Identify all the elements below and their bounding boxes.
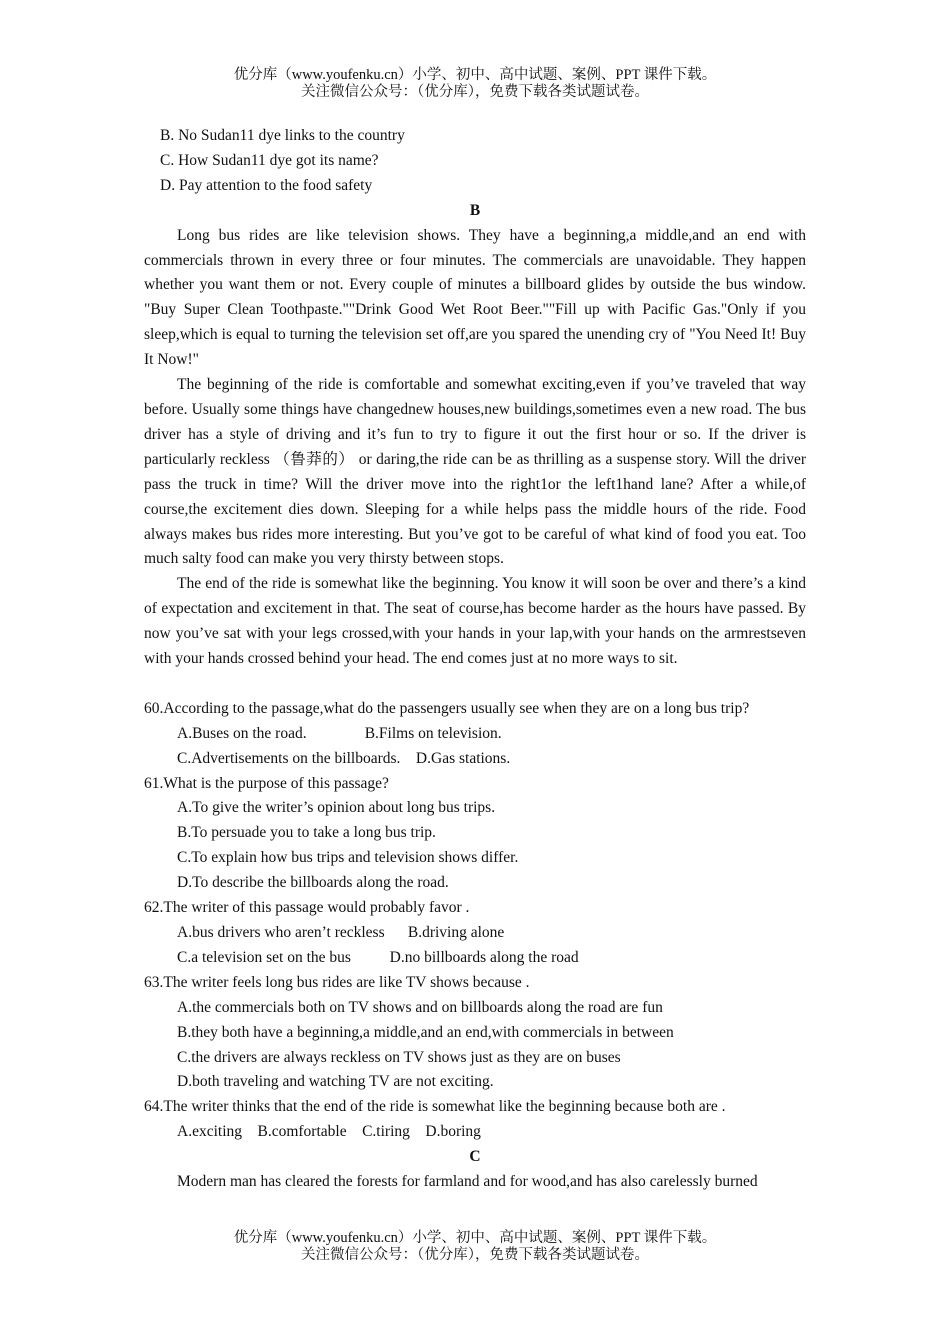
question-61-option-d: D.To describe the billboards along the road. <box>177 874 449 892</box>
footer-line-2: 关注微信公众号：（优分库），免费下载各类试题试卷。 <box>301 1247 649 1263</box>
question-62-options-2: C.a television set on the bus D.no billboards along the road <box>177 948 579 966</box>
question-60-options-1: A.Buses on the road. B.Films on television. <box>177 724 502 742</box>
prev-option-c: C. How Sudan11 dye got its name? <box>160 151 379 169</box>
passage-b-paragraph-1: Long bus rides are like television shows. They have a beginning,a middle,and an end with commercials thrown in every three or four minutes. The commercials are unavoidable. They happen whether you want them or not. Every couple of minutes a billboard glides by outside the bus window. "Buy Super Clean Toothpaste.""Drink Good Wet Root Beer.""Fill up with Pacific Gas."Only if you sleep,which is equal to turning the television set off,are you spared the unending cry of "You Need It! Buy It Now!" <box>144 226 806 369</box>
header-line-2: 关注微信公众号：（优分库），免费下载各类试题试卷。 <box>301 84 649 100</box>
question-63: 63.The writer feels long bus rides are like TV shows because . <box>144 973 530 991</box>
question-63-option-d: D.both traveling and watching TV are not exciting. <box>177 1073 494 1091</box>
header-line-1: 优分库（www.youfenku.cn）小学、初中、高中试题、案例、PPT 课件下载。 <box>233 67 717 83</box>
passage-b-paragraph-2: The beginning of the ride is comfortable and somewhat exciting,even if you’ve traveled that way before. Usually some things have changednew houses,new buildings,sometimes even a new road. The bus driver has a style of driving and it’s fun to try to figure it out the first hour or so. If the driver is particularly reckless （鲁莽的） or daring,the ride can be as thrilling as a suspense story. Will the driver pass the truck in time? Will the driver move into the right1or the left1hand lane? After a while,of course,the excitement dies down. Sleeping for a while helps pass the middle hours of the ride. Food always makes bus rides more interesting. But you’ve got to be careful of what kind of food you eat. Too much salty food can make you very thirsty between stops. <box>144 376 806 568</box>
question-64: 64.The writer thinks that the end of the ride is somewhat like the beginning because both are . <box>144 1098 726 1116</box>
section-b-heading: B <box>469 201 481 219</box>
question-63-option-b: B.they both have a beginning,a middle,and an end,with commercials in between <box>177 1023 674 1041</box>
question-61-option-c: C.To explain how bus trips and television shows differ. <box>177 849 519 867</box>
question-62-options-1: A.bus drivers who aren’t reckless B.driving alone <box>177 923 505 941</box>
question-63-option-c: C.the drivers are always reckless on TV shows just as they are on buses <box>177 1048 621 1066</box>
passage-b-paragraph-3: The end of the ride is somewhat like the beginning. You know it will soon be over and there’s a kind of expectation and excitement in that. The seat of course,has become harder as the hours have passed. By now you’ve sat with your legs crossed,with your hands in your lap,with your hands on the armrestseven with your hands crossed behind your head. The end comes just at no more ways to sit. <box>144 575 806 668</box>
question-62: 62.The writer of this passage would probably favor . <box>144 899 470 917</box>
prev-option-d: D. Pay attention to the food safety <box>160 176 373 194</box>
footer-line-1: 优分库（www.youfenku.cn）小学、初中、高中试题、案例、PPT 课件下载。 <box>233 1230 717 1246</box>
prev-option-b: B. No Sudan11 dye links to the country <box>160 127 405 144</box>
section-c-heading: C <box>469 1148 481 1166</box>
question-61-option-b: B.To persuade you to take a long bus trip. <box>177 824 436 842</box>
spacer <box>144 672 806 697</box>
question-61: 61.What is the purpose of this passage? <box>144 774 389 792</box>
page-header <box>0 67 950 101</box>
question-64-options: A.exciting B.comfortable C.tiring D.boring <box>177 1123 481 1141</box>
question-63-option-a: A.the commercials both on TV shows and on billboards along the road are fun <box>177 998 663 1016</box>
document-body <box>144 124 806 1195</box>
passage-c-first-line: Modern man has cleared the forests for farmland and for wood,and has also carelessly burned <box>177 1173 758 1191</box>
page-footer <box>0 1230 950 1264</box>
question-60: 60.According to the passage,what do the passengers usually see when they are on a long bus trip? <box>144 699 750 717</box>
question-61-option-a: A.To give the writer’s opinion about long bus trips. <box>177 799 496 817</box>
question-60-options-2: C.Advertisements on the billboards. D.Gas stations. <box>177 749 511 767</box>
